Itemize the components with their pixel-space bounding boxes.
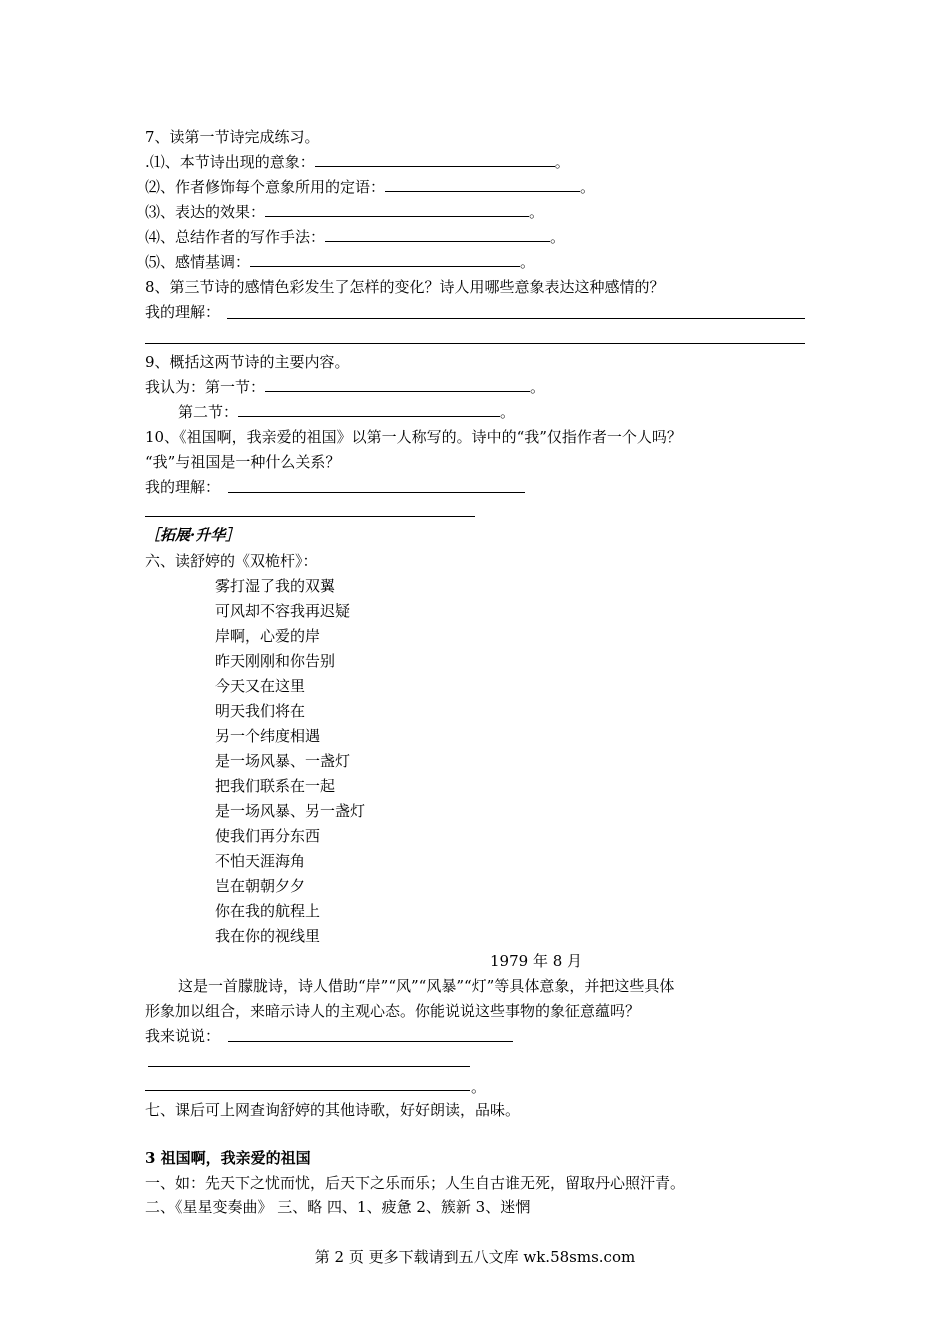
q10-line-1: 10、《祖国啊，我亲爱的祖国》以第一人称写的。诗中的“我”仅指作者一个人吗？ [145,428,682,446]
q7-item-5: ⑸、感情基调： 。 [145,253,536,271]
poem-line: 岂在朝朝夕夕 [215,877,306,895]
poem-line: 我在你的视线里 [215,927,321,945]
q8-answer-line-1[interactable] [227,318,805,319]
q7-item-5-blank[interactable] [250,252,520,267]
poem-line: 不怕天涯海角 [215,852,306,870]
q7-item-3-blank[interactable] [265,202,529,217]
extension-answer-label: 我来说说： [145,1027,221,1045]
q7-item-2-label: ⑵、作者修饰每个意象所用的定语： [145,178,386,196]
answers-line-1: 一、如：先天下之忧而忧，后天下之乐而乐；人生自古谁无死，留取丹心照汗青。 [145,1174,686,1192]
q7-item-3-label: ⑶、表达的效果： [145,203,266,221]
extension-para-1: 这是一首朦胧诗，诗人借助“岸”“风”“风暴”“灯”等具体意象，并把这些具体 [178,977,675,995]
answers-title: 3 祖国啊，我亲爱的祖国 [145,1149,311,1167]
q8-title: 8、第三节诗的感情色彩发生了怎样的变化？诗人用哪些意象表达这种感情的？ [145,278,665,296]
extension-answer-line-1[interactable] [228,1041,513,1042]
poem-line: 是一场风暴、另一盏灯 [215,802,366,820]
poem-line: 使我们再分东西 [215,827,321,845]
q7-item-1-label: .⑴、本节诗出现的意象： [145,153,315,171]
extension-answer-line-3[interactable] [145,1090,470,1091]
q9-title: 9、概括这两节诗的主要内容。 [145,353,350,371]
poem-line: 是一场风暴、一盏灯 [215,752,351,770]
q10-answer-label: 我的理解： [145,478,221,496]
q9-line-2: 第二节： 。 [178,403,516,421]
q9-section2-label: 第二节： [178,403,239,421]
q7-item-1: .⑴、本节诗出现的意象： 。 [145,153,570,171]
extension-answer-end: 。 [471,1078,487,1096]
extension-answer-line-2[interactable] [148,1066,470,1067]
q8-answer-line-2[interactable] [145,343,805,344]
poem-line: 明天我们将在 [215,702,306,720]
q7-item-4-label: ⑷、总结作者的写作手法： [145,228,326,246]
poem-line: 岸啊，心爱的岸 [215,627,321,645]
q10-answer-line-1[interactable] [228,492,525,493]
q7-title: 7、读第一节诗完成练习。 [145,128,320,146]
q10-line-2: “我”与祖国是一种什么关系？ [145,453,341,471]
q9-section1-blank[interactable] [265,377,530,392]
q10-answer-line-2[interactable] [145,516,475,517]
q9-section1-label: 我认为：第一节： [145,378,266,396]
q7-item-5-label: ⑸、感情基调： [145,253,251,271]
poem-line: 把我们联系在一起 [215,777,336,795]
poem-line: 你在我的航程上 [215,902,321,920]
q7-item-1-blank[interactable] [315,152,555,167]
poem-line: 可风却不容我再迟疑 [215,602,351,620]
extension-intro: 六、读舒婷的《双桅杆》： [145,552,318,570]
page-footer: 第 2 页 更多下载请到五八文库 wk.58sms.com [314,1248,636,1266]
q8-answer-label: 我的理解： [145,303,221,321]
poem-line: 另一个纬度相遇 [215,727,321,745]
poem-date: 1979 年 8 月 [490,952,583,970]
q9-line-1: 我认为：第一节： 。 [145,378,546,396]
q9-section2-blank[interactable] [238,402,500,417]
extension-heading: ［拓展·升华］ [145,526,241,544]
q7-item-3: ⑶、表达的效果： 。 [145,203,545,221]
q7-item-4: ⑷、总结作者的写作手法： 。 [145,228,566,246]
poem-line: 今天又在这里 [215,677,306,695]
poem-line: 昨天刚刚和你告别 [215,652,336,670]
q7-item-4-blank[interactable] [325,227,550,242]
section-seven: 七、课后可上网查询舒婷的其他诗歌，好好朗读，品味。 [145,1101,521,1119]
q7-item-2-blank[interactable] [385,177,580,192]
extension-para-2: 形象加以组合，来暗示诗人的主观心态。你能说说这些事物的象征意蕴吗？ [145,1002,641,1020]
poem-line: 雾打湿了我的双翼 [215,577,336,595]
answers-line-2: 二、《星星变奏曲》 三、略 四、1、疲惫 2、簇新 3、迷惘 [145,1198,531,1216]
q7-item-2: ⑵、作者修饰每个意象所用的定语： 。 [145,178,596,196]
